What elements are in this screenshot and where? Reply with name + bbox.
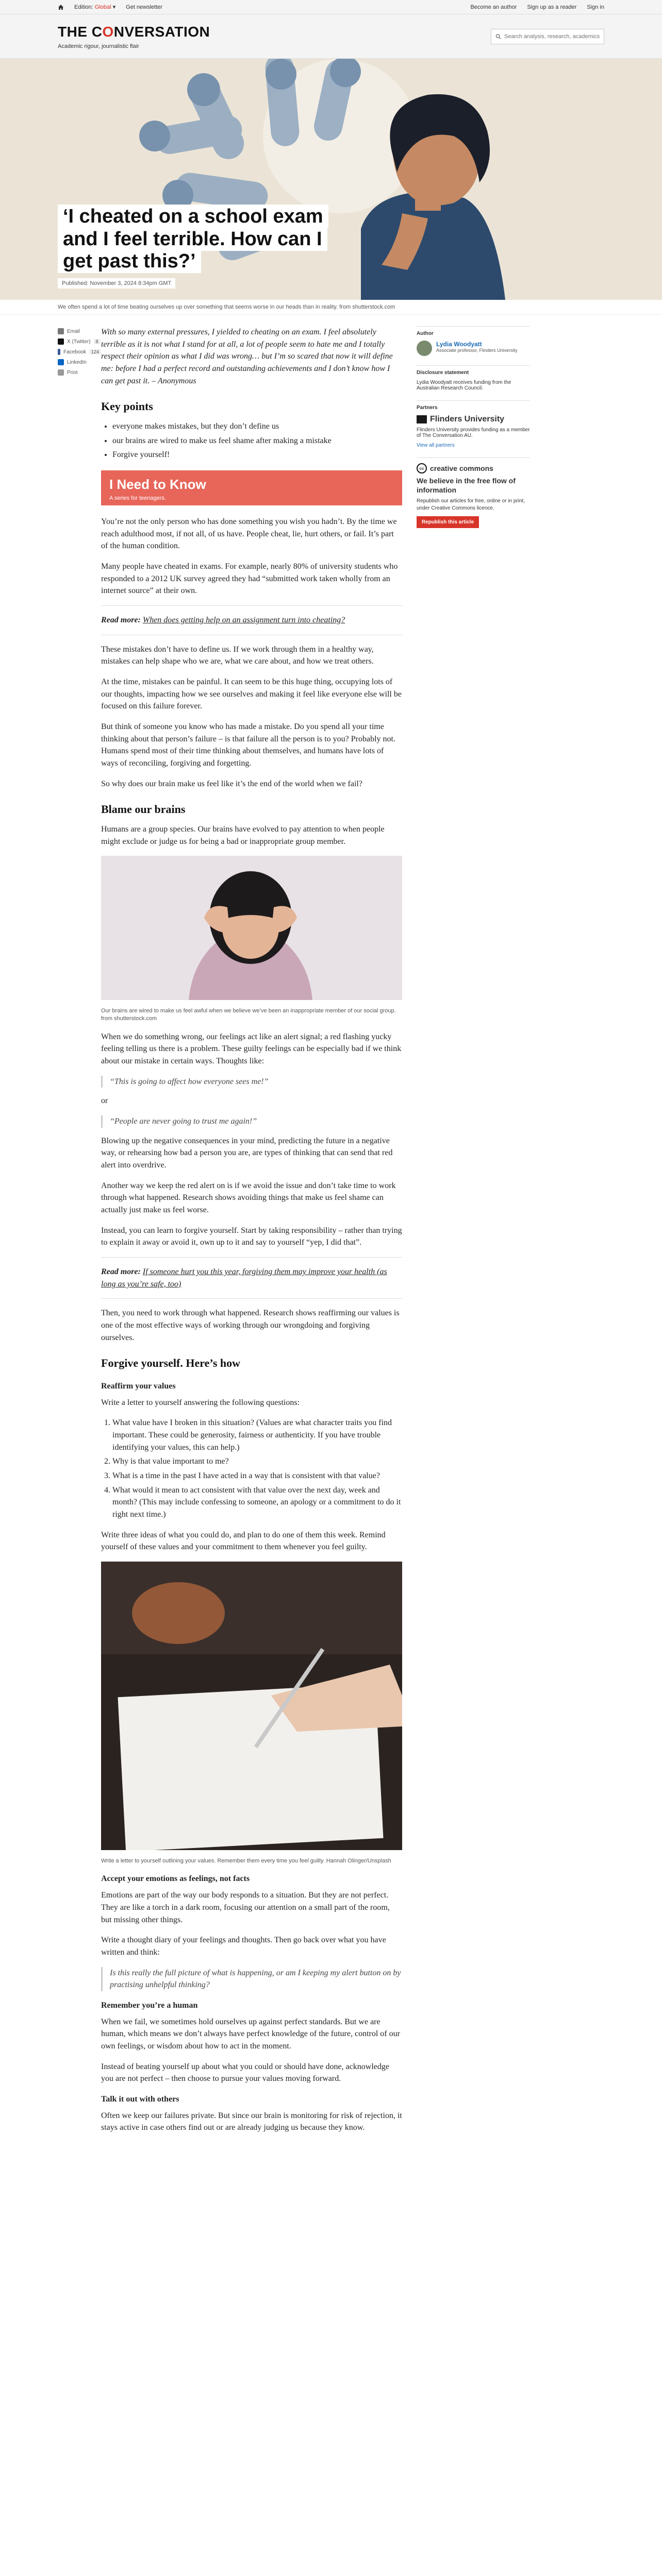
paragraph: Emotions are part of the way our body responds to a situation. But they are not perfect. They are like a torch in a dark room, focusing our attention on a small part of the room, but missing other things.	[101, 1891, 390, 1924]
author-role: Associate professor, Flinders University	[436, 348, 518, 353]
article-title: ‘I cheated on a school exam and I feel terrible. How can I get past this?’	[58, 206, 346, 273]
site-tagline: Academic rigour, journalistic flair	[58, 43, 139, 49]
signup-reader-link[interactable]: Sign up as a reader	[527, 4, 577, 10]
key-points-heading: Key points	[101, 400, 153, 413]
partners-section: Partners Flinders University Flinders University provides funding as a member of The Conversation AU. View all partners	[417, 400, 530, 448]
paragraph: Instead of beating yourself up about what you could or should have done, acknowledge you are not perfect – then choose to pursue your values moving forward.	[101, 2062, 389, 2083]
subsection-heading: Remember you’re a human	[101, 2001, 198, 2010]
view-partners-link[interactable]: View all partners	[417, 443, 455, 448]
figure-girl	[101, 856, 402, 1022]
creative-commons-box: cc creative commons We believe in the free flow of information Republish our articles for free, online or in print, under Creative Commons licence. Republish this article	[417, 457, 530, 528]
paragraph: Write a letter to yourself answering the following questions:	[101, 1398, 300, 1407]
share-column	[58, 326, 101, 2142]
partner-text: Flinders University provides funding as a member of The Conversation AU.	[417, 427, 530, 438]
print-icon	[58, 369, 64, 376]
share-print[interactable]: Print	[58, 367, 101, 378]
facebook-icon	[58, 349, 60, 355]
or-text: or	[101, 1096, 108, 1106]
read-more[interactable]: Read more: When does getting help on an assignment turn into cheating?	[101, 615, 345, 624]
author-section: Author Lydia Woodyatt Associate professor, Flinders University	[417, 326, 530, 356]
hero-caption: We often spend a lot of time beating ourselves up over something that seems worse in our heads than in reality. from shutterstock.com	[0, 300, 662, 315]
sign-in-link[interactable]: Sign in	[587, 4, 604, 10]
figure-caption: Write a letter to yourself outlining your values. Remember them every time you feel guilty. Hannah Olinger/Unsplash	[101, 1857, 391, 1864]
get-newsletter-link[interactable]: Get newsletter	[126, 4, 163, 10]
paragraph: These mistakes don’t have to define us. If we work through them in a healthy way, mistakes can help shape who we are, what we care about, and how we treat others.	[101, 645, 374, 666]
section-heading: Forgive yourself. Here’s how	[101, 1357, 241, 1370]
main-layout	[0, 315, 662, 2163]
key-points	[101, 398, 402, 461]
figure-writing	[101, 1562, 402, 1865]
cc-icon: cc	[417, 463, 427, 473]
search-input[interactable]	[504, 33, 600, 40]
key-point: • our brains are wired to make us feel shame after making a mistake	[112, 435, 402, 447]
paragraph: Blowing up the negative consequences in your mind, predicting the future in a negative way, or rehearsing how bad a person you are, are types of thinking that can send that red alert into overdrive.	[101, 1136, 393, 1170]
figure-caption: Our brains are wired to make us feel awful when we believe we’ve been an inappropriate member of our social group. from shutterstock.com	[101, 1007, 396, 1022]
paragraph: Humans are a group species. Our brains have evolved to pay attention to when people might exclude or judge us for being a bad or inappropriate group member.	[101, 824, 385, 846]
become-author-link[interactable]: Become an author	[470, 4, 517, 10]
subsection-heading: Reaffirm your values	[101, 1381, 176, 1391]
paragraph: Then, you need to work through what happened. Research shows reaffirming our values is one of the most effective ways of working through our wrongdoing and forgiving ourselves.	[101, 1309, 400, 1342]
cc-text: Republish our articles for free, online or in print, under Creative Commons licence.	[417, 498, 525, 511]
paragraph: Another way we keep the red alert on is if we avoid the issue and don’t take time to work through what happened. Research shows avoiding things that make us feel shame can actually just make us feel worse.	[101, 1181, 396, 1214]
quote: Is this really the full picture of what is happening, or am I keeping my alert button on by practising unhelpful thinking?	[101, 1967, 402, 1991]
paragraph: So why does our brain make us feel like it’s the end of the world when we fail?	[101, 779, 362, 788]
article-body	[101, 326, 402, 2142]
top-utility-bar	[0, 0, 662, 14]
paragraph: But think of someone you know who has made a mistake. Do you spend all your time thinking about that person’s failure – is that failure all the person is to you? Probably not. Humans spend most of their time thinking about themselves, and humans have lots of ways of reconciling, forgiving and forgetting.	[101, 722, 395, 768]
paragraph: Write a thought diary of your feelings and thoughts. Then go back over what you have written and think:	[101, 1936, 386, 1957]
paragraph: At the time, mistakes can be painful. It can seem to be this huge thing, occupying lots of our thoughts, impacting how we see ourselves and making it feel like everyone else will be focused on this failure forever.	[101, 677, 402, 711]
x-icon	[58, 338, 64, 345]
linkedin-icon	[58, 359, 64, 365]
disclosure-text: Lydia Woodyatt receives funding from the Australian Research Council.	[417, 380, 511, 391]
paragraph: You’re not the only person who has done something you wish you hadn’t. By the time we reach adulthood most, if not all, of us have. People cheat, lie, hurt others, or fail. It’s part of the human condition.	[101, 517, 397, 551]
key-point: • everyone makes mistakes, but they don’t define us	[112, 420, 402, 433]
search-icon	[495, 33, 501, 40]
reaffirm-questions	[112, 1417, 402, 1520]
search-box[interactable]	[491, 29, 604, 44]
republish-button[interactable]: Republish this article	[417, 516, 479, 528]
disclosure-section: Disclosure statement Lydia Woodyatt receives funding from the Australian Research Council.	[417, 365, 530, 391]
paragraph: Many people have cheated in exams. For example, nearly 80% of university students who responded to a 2012 UK survey agreed they had “submitted work taken wholly from an internet source” at their own.	[101, 562, 398, 596]
read-more[interactable]: Read more: If someone hurt you this year, forgiving them may improve your health (as long as you’re safe, too)	[101, 1267, 387, 1289]
section-heading: Blame our brains	[101, 803, 186, 816]
paragraph: When we fail, we sometimes hold ourselves up against perfect standards. But we are human, which means we don’t always have perfect knowledge of the future, control of our own feelings, or wisdom about how to act in the moment.	[101, 2017, 400, 2050]
list-item: 1. What value have I broken in this situation? (Values are what character traits you find important. These could be generosity, fairness or authenticity. If you have trouble identifying your values, this can help.)	[112, 1417, 402, 1453]
author-name-link[interactable]: Lydia Woodyatt	[436, 341, 482, 348]
share-linkedin[interactable]: LinkedIn	[58, 357, 101, 367]
article-lead: With so many external pressures, I yielded to cheating on an exam. I feel absolutely terrible as it is not what I stand for at all, a lot of people seem to hate me and I totally respect their opinion as what I did was wrong… but I’m so scared that now it will define me: before I had a perfect record and outstanding achievements and I don’t know how I can get past it. – Anonymous	[101, 328, 393, 385]
site-logo[interactable]: THE CONVERSATION	[58, 23, 210, 40]
partner-logo[interactable]: Flinders University	[417, 415, 530, 424]
stressed-girl-photo	[101, 856, 402, 1000]
paragraph: Often we keep our failures private. But since our brain is monitoring for risk of rejection, it stays active in case others find out or are already judging us because they know.	[101, 2111, 402, 2132]
published-date: Published: November 3, 2024 8:34pm GMT	[58, 278, 175, 289]
paragraph: When we do something wrong, our feelings act like an alert signal; a red flashing yucky feeling telling us there is a problem. These guilty feelings can be especially bad if we think about our mistake in certain ways. Thoughts like:	[101, 1032, 402, 1065]
author-avatar[interactable]	[417, 341, 432, 356]
cc-title: We believe in the free flow of information	[417, 477, 516, 494]
subsection-heading: Talk it out with others	[101, 2094, 179, 2104]
hero-image	[0, 59, 662, 300]
share-email[interactable]: Email	[58, 326, 101, 336]
list-item: 4. What would it mean to act consistent with that value over the next day, week and month? (This may include confessing to someone, an apology or a commitment to do it right next time.)	[112, 1484, 402, 1521]
quote: “This is going to affect how everyone sees me!”	[101, 1076, 402, 1088]
key-point: • Forgive yourself!	[112, 449, 402, 461]
writing-letter-photo	[101, 1562, 402, 1850]
edition-selector[interactable]: Edition: Global ▾	[74, 4, 116, 10]
share-x[interactable]: X (Twitter) 8	[58, 336, 101, 347]
paragraph: Write three ideas of what you could do, and plan to do one of them this week. Remind yourself of these values and your commitment to them whenever you feel guilty.	[101, 1530, 386, 1552]
sidebar	[417, 326, 530, 2142]
email-icon	[58, 328, 64, 334]
list-item: 2. Why is that value important to me?	[112, 1455, 402, 1468]
home-icon[interactable]	[58, 4, 64, 10]
share-facebook[interactable]: Facebook 124	[58, 347, 101, 357]
subsection-heading: Accept your emotions as feelings, not facts	[101, 1874, 250, 1884]
quote: “People are never going to trust me again!”	[101, 1115, 402, 1128]
paragraph: Instead, you can learn to forgive yourself. Start by taking responsibility – rather than trying to explain it away or avoid it, own up to it and say to yourself “yep, I did that”.	[101, 1226, 402, 1247]
list-item: 3. What is a time in the past I have acted in a way that is consistent with that value?	[112, 1470, 402, 1482]
series-banner[interactable]: I Need to Know A series for teenagers.	[101, 470, 402, 505]
site-header	[0, 14, 662, 59]
